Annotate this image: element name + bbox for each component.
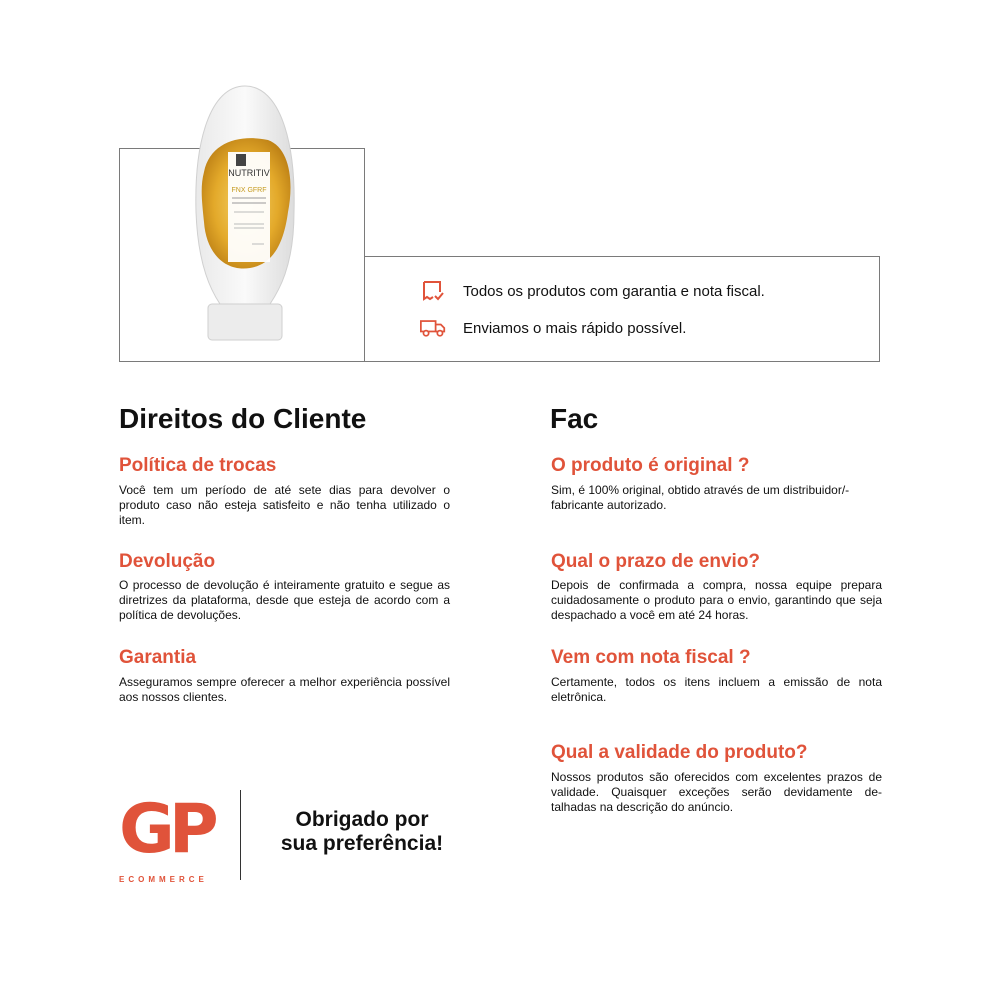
faq-heading-invoice: Vem com nota fiscal ? <box>551 647 751 668</box>
receipt-check-icon <box>420 279 446 303</box>
product-brand: NUTRITIV <box>228 168 270 178</box>
faq-text-validity: Nossos produtos são oferecidos com excelentes prazos de validade. Quaisquer exceções serão devidamente de-talhadas na descrição do anúncio. <box>551 770 882 814</box>
rights-text-warranty: Asseguramos sempre oferecer a melhor experiência possível aos nossos clientes. <box>119 675 450 704</box>
rights-text-return: O processo de devolução é inteiramente gratuito e segue as diretrizes da plataforma, desde que esteja de acordo com a política de devoluções. <box>119 578 450 622</box>
footer-divider <box>240 790 241 880</box>
shipping-row <box>420 315 686 341</box>
guarantee-text: Todos os produtos com garantia e nota fiscal. <box>463 282 765 300</box>
guarantee-row <box>420 278 765 304</box>
thanks-message <box>262 808 462 856</box>
thanks-line-2: sua preferência! <box>280 832 444 855</box>
product-image <box>190 82 300 342</box>
shipping-text: Enviamos o mais rápido possível. <box>463 319 687 337</box>
rights-heading-warranty: Garantia <box>119 647 197 668</box>
rights-heading-exchange: Política de trocas <box>119 455 277 476</box>
faq-text-original: Sim, é 100% original, obtido através de um distribuidor/-fabricante autorizado. <box>551 483 850 512</box>
faq-text-invoice: Certamente, todos os itens incluem a emissão de nota eletrônica. <box>551 675 882 704</box>
product-name: FNX GFRF <box>231 187 267 194</box>
rights-text-exchange: Você tem um período de até sete dias para devolver o produto caso não esteja satisfeito e não tenha utilizado o item. <box>119 483 450 527</box>
faq-title: Fac <box>550 403 599 434</box>
logo-letters: GP <box>119 790 213 866</box>
gp-logo <box>119 790 219 882</box>
thanks-line-1: Obrigado por <box>295 808 429 831</box>
faq-heading-original: O produto é original ? <box>551 455 750 476</box>
faq-text-shipping: Depois de confirmada a compra, nossa equipe prepara cuidadosamente o produto para o envio, garantindo que seja despachado a você em até 24 horas. <box>551 578 882 622</box>
rights-heading-return: Devolução <box>119 551 216 572</box>
rights-title: Direitos do Cliente <box>119 403 367 434</box>
faq-heading-shipping: Qual o prazo de envio? <box>551 551 761 572</box>
truck-icon <box>420 316 446 340</box>
benefits-frame <box>365 256 880 362</box>
logo-subtitle: ECOMMERCE <box>119 875 208 884</box>
faq-heading-validity: Qual a validade do produto? <box>551 742 808 763</box>
